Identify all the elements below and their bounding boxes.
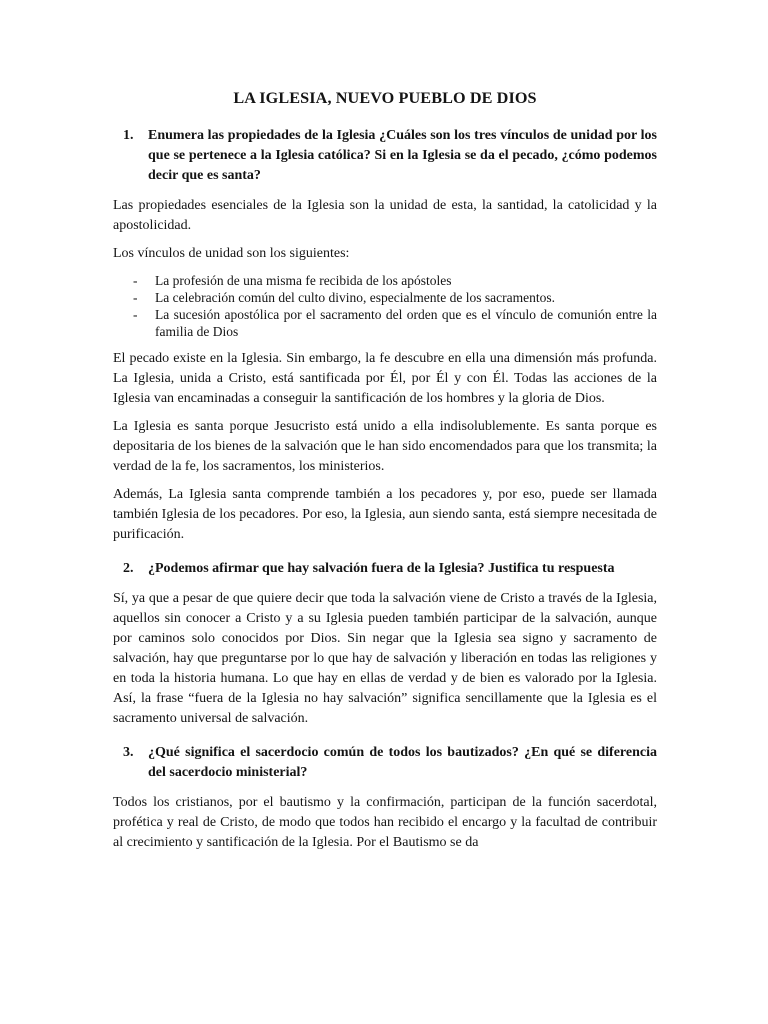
paragraph-priesthood: Todos los cristianos, por el bautismo y la confirmación, participan de la función sacerdotal, profética y real de Cristo, de modo que todos han recibido el encargo y la facultad de contribuir al crecimiento y santificación de la Iglesia. Por el Bautismo se da xyxy=(113,795,657,850)
question-text: Enumera las propiedades de la Iglesia ¿Cuáles son los tres vínculos de unidad por los que se pertenece a la Iglesia católica? Si en la Iglesia se da el pecado, ¿cómo podemos decir que es santa? xyxy=(148,128,657,183)
question-number: 2. xyxy=(123,561,134,576)
paragraph-salvation: Sí, ya que a pesar de que quiere decir que toda la salvación viene de Cristo a través de la Iglesia, aquellos sin conocer a Cristo y a su Iglesia pueden también participar de la salvación, aunque por caminos solo conocidos por Dios. Sin negar que la Iglesia sea signo y sacramento de salvación, hay que preguntarse por lo que hay de salvación y liberación en todas las religiones y en toda la historia humana. Lo que hay en ellas de verdad y de bien es valorado por la Iglesia. Así, la frase “fuera de la Iglesia no hay salvación” significa sencillamente que la Iglesia es el sacramento universal de salvación. xyxy=(113,591,657,726)
bullet-text: La sucesión apostólica por el sacramento del orden que es el vínculo de comunión entre la familia de Dios xyxy=(155,307,657,339)
paragraph-sinners: Además, La Iglesia santa comprende también a los pecadores y, por eso, puede ser llamada también Iglesia de los pecadores. Por eso, la Iglesia, aun siendo santa, está siempre necesitada de purificación. xyxy=(113,487,657,542)
bullet-dash: - xyxy=(133,273,138,288)
question-text: ¿Podemos afirmar que hay salvación fuera de la Iglesia? Justifica tu respuesta xyxy=(148,561,615,576)
bullet-dash: - xyxy=(133,290,138,305)
bullet-text: La celebración común del culto divino, especialmente de los sacramentos. xyxy=(155,290,555,305)
question-1 xyxy=(113,126,657,186)
list-item xyxy=(113,289,657,306)
document-title: LA IGLESIA, NUEVO PUEBLO DE DIOS xyxy=(233,89,537,107)
paragraph-unity-intro: Los vínculos de unidad son los siguientes: xyxy=(113,246,350,261)
paragraph-church-holy: La Iglesia es santa porque Jesucristo está unido a ella indisolublemente. Es santa porque es depositaria de los bienes de la salvación que le han sido encomendados para que los transmita; la verdad de la fe, los sacramentos, los ministerios. xyxy=(113,419,657,474)
question-number: 3. xyxy=(123,745,134,760)
list-item xyxy=(113,306,657,340)
paragraph-properties: Las propiedades esenciales de la Iglesia son la unidad de esta, la santidad, la catolicidad y la apostolicidad. xyxy=(113,198,657,233)
paragraph-sin-in-church: El pecado existe en la Iglesia. Sin embargo, la fe descubre en ella una dimensión más profunda. La Iglesia, unida a Cristo, está santificada por Él, por Él y con Él. Todas las acciones de la Iglesia van encaminadas a conseguir la santificación de los hombres y la gloria de Dios. xyxy=(113,351,657,406)
question-3 xyxy=(113,743,657,783)
document-page xyxy=(113,80,657,861)
bullet-text: La profesión de una misma fe recibida de los apóstoles xyxy=(155,273,452,288)
question-2 xyxy=(113,559,657,579)
bullet-dash: - xyxy=(133,307,138,322)
question-text: ¿Qué significa el sacerdocio común de todos los bautizados? ¿En qué se diferencia del sacerdocio ministerial? xyxy=(148,745,657,780)
list-item xyxy=(113,272,657,289)
unity-bullet-list xyxy=(113,272,657,340)
question-number: 1. xyxy=(123,128,134,143)
